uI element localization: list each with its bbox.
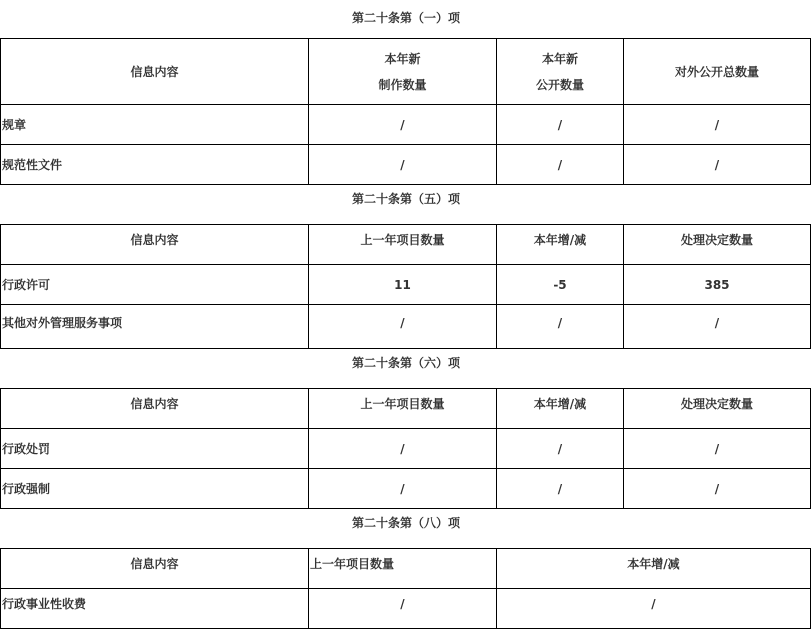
header-year-change: 本年增/减 <box>497 225 624 265</box>
cell-value: / <box>309 105 497 145</box>
cell-value: / <box>309 145 497 185</box>
table-header-row <box>1 549 811 589</box>
header-info-content: 信息内容 <box>1 389 309 429</box>
header-info-content: 信息内容 <box>1 549 309 589</box>
header-new-made-count: 本年新 制作数量 <box>309 39 497 105</box>
row-label: 行政强制 <box>1 469 309 509</box>
cell-value: -5 <box>497 265 624 305</box>
row-label: 行政处罚 <box>1 429 309 469</box>
header-info-content: 信息内容 <box>1 225 309 265</box>
table-row <box>1 145 811 185</box>
section-title-3: 第二十条第（六）项 <box>351 356 460 370</box>
section-title-1: 第二十条第（一）项 <box>351 11 460 25</box>
header-total-public-count: 对外公开总数量 <box>624 39 811 105</box>
cell-value: / <box>624 469 811 509</box>
cell-value: / <box>497 305 624 349</box>
table-row <box>1 305 811 349</box>
cell-value: / <box>497 589 811 629</box>
cell-value: / <box>497 469 624 509</box>
row-label: 其他对外管理服务事项 <box>1 305 309 349</box>
table-header-row <box>1 39 811 105</box>
header-prev-year-count: 上一年项目数量 <box>309 225 497 265</box>
table-section-1 <box>0 38 811 185</box>
table-section-4 <box>0 548 811 629</box>
cell-value: / <box>309 589 497 629</box>
table-row <box>1 429 811 469</box>
cell-value: / <box>624 145 811 185</box>
header-prev-year-count: 上一年项目数量 <box>309 389 497 429</box>
cell-value: / <box>497 429 624 469</box>
cell-value: / <box>624 105 811 145</box>
table-header-row <box>1 225 811 265</box>
section-title-4: 第二十条第（八）项 <box>351 516 460 530</box>
table-row <box>1 105 811 145</box>
header-year-change: 本年增/减 <box>497 389 624 429</box>
section-title-2: 第二十条第（五）项 <box>351 192 460 206</box>
table-row <box>1 265 811 305</box>
cell-value: / <box>624 305 811 349</box>
row-label: 行政许可 <box>1 265 309 305</box>
cell-value: / <box>497 145 624 185</box>
header-new-public-count: 本年新 公开数量 <box>497 39 624 105</box>
table-header-row <box>1 389 811 429</box>
cell-value: / <box>309 305 497 349</box>
cell-value: / <box>497 105 624 145</box>
table-row <box>1 469 811 509</box>
cell-value: / <box>309 429 497 469</box>
header-info-content: 信息内容 <box>1 39 309 105</box>
header-year-change: 本年增/减 <box>497 549 811 589</box>
cell-value: / <box>624 429 811 469</box>
header-prev-year-count: 上一年项目数量 <box>309 549 497 589</box>
table-section-2 <box>0 224 811 349</box>
row-label: 行政事业性收费 <box>1 589 309 629</box>
table-section-3 <box>0 388 811 509</box>
row-label: 规章 <box>1 105 309 145</box>
table-row <box>1 589 811 629</box>
cell-value: 11 <box>309 265 497 305</box>
row-label: 规范性文件 <box>1 145 309 185</box>
cell-value: / <box>309 469 497 509</box>
header-decision-count: 处理决定数量 <box>624 389 811 429</box>
cell-value: 385 <box>624 265 811 305</box>
header-decision-count: 处理决定数量 <box>624 225 811 265</box>
